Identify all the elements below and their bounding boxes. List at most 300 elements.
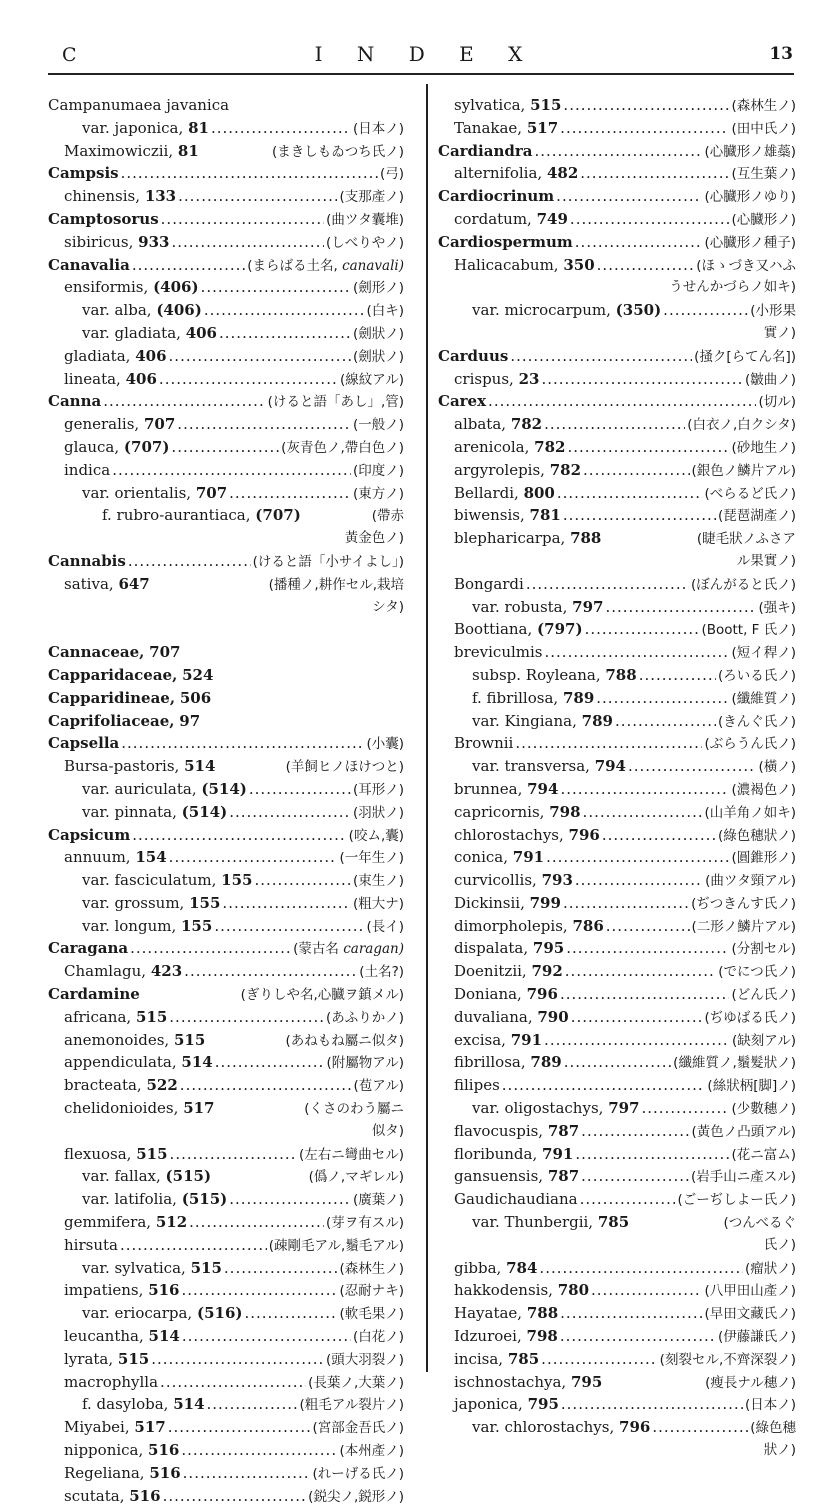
entry-name: var. fasciculatum, — [82, 871, 217, 890]
entry-page: 788 — [570, 529, 602, 548]
index-entry — [48, 1439, 404, 1462]
entry-gloss — [241, 984, 404, 1007]
index-entry — [438, 368, 796, 391]
entry-gloss — [758, 391, 796, 414]
entry-page: 707 — [149, 643, 181, 662]
entry-name: Bellardi, — [454, 483, 519, 502]
entry-gloss-text: (羽狀ノ) — [352, 804, 404, 821]
entry-gloss-text: (灰青色ノ,帶白色ノ) — [281, 439, 404, 456]
entry-gloss — [308, 1372, 404, 1395]
entry-gloss-text: (あねもね屬ニ似タ) — [285, 1032, 404, 1049]
dot-leader — [229, 1188, 351, 1211]
entry-page: 406 — [185, 323, 217, 342]
entry-gloss-text: (苞アル) — [353, 1078, 404, 1095]
index-entry — [438, 345, 796, 368]
entry-name: Camptosorus — [48, 209, 159, 228]
index-entry — [438, 390, 796, 413]
entry-name: var. eriocarpa, — [82, 1304, 193, 1323]
dot-leader — [541, 1348, 658, 1371]
entry-page: 795 — [532, 939, 565, 958]
entry-page: 516 — [148, 1441, 180, 1460]
entry-gloss-text: (播種ノ,耕作セル,栽培 — [268, 576, 404, 593]
index-entry — [48, 915, 404, 938]
entry-gloss-text: (東方ノ) — [352, 485, 404, 502]
dot-leader — [565, 960, 716, 983]
dot-leader — [151, 1348, 324, 1371]
entry-name: var. japonica, — [82, 118, 184, 137]
index-entry — [438, 801, 796, 824]
index-entry — [48, 1074, 404, 1097]
entry-page: 781 — [529, 506, 561, 525]
entry-name: duvaliana, — [454, 1007, 533, 1026]
entry-name: var. transversa, — [472, 757, 590, 776]
dot-leader — [561, 1393, 743, 1416]
entry-page: 796 — [526, 985, 558, 1004]
entry-name: brunnea, — [454, 779, 523, 798]
index-entry — [438, 482, 796, 505]
index-entry — [48, 1485, 404, 1508]
entry-page: 795 — [570, 1372, 603, 1391]
entry-gloss — [353, 483, 404, 506]
entry-continuation: ル果實ノ) — [736, 552, 796, 569]
entry-gloss-text: (疎剛毛アル,鬚毛アル) — [268, 1237, 404, 1254]
entry-name: Halicacabum, — [454, 255, 559, 274]
entry-name: lyrata, — [64, 1349, 114, 1368]
dot-leader — [222, 892, 351, 915]
entry-gloss-text: (綠色穗 — [750, 1420, 796, 1437]
entry-name: var. fallax, — [82, 1167, 161, 1186]
dot-leader — [184, 960, 357, 983]
index-entry — [48, 1371, 404, 1394]
entry-gloss — [326, 1349, 404, 1372]
dot-leader — [560, 1325, 716, 1348]
index-entry — [438, 824, 796, 847]
entry-name: leucantha, — [64, 1327, 144, 1346]
entry-name: hirsuta — [64, 1235, 118, 1254]
index-entry — [438, 983, 796, 1006]
entry-page: 795 — [527, 1395, 559, 1414]
entry-gloss — [724, 1212, 797, 1235]
index-entry — [438, 1143, 796, 1166]
index-entry — [48, 1234, 404, 1257]
index-entry — [48, 482, 404, 505]
dot-leader — [605, 596, 756, 619]
entry-gloss-text: (きんぐ氏ノ) — [717, 713, 796, 730]
index-entry — [48, 1097, 404, 1120]
entry-page: 423 — [150, 962, 183, 981]
entry-gloss — [326, 1212, 404, 1235]
entry-gloss — [339, 1258, 404, 1281]
index-entry — [438, 664, 796, 687]
entry-name: Canavalia — [48, 255, 130, 274]
index-entry — [48, 1188, 404, 1211]
index-entry — [438, 459, 796, 482]
entry-gloss-text: (岩手山ニ產スル) — [690, 1169, 796, 1186]
entry-gloss-text: (劍狀ノ) — [352, 325, 404, 342]
entry-gloss — [353, 118, 404, 141]
entry-gloss — [272, 141, 404, 164]
entry-gloss-text: (ぎりしや名,心臓ヲ鎮メル) — [240, 987, 404, 1004]
dot-leader — [214, 915, 364, 938]
entry-gloss-text: (土名?) — [359, 964, 404, 981]
entry-page: 515 — [136, 1144, 168, 1163]
entry-name: flavocuspis, — [454, 1121, 544, 1140]
entry-gloss — [349, 825, 404, 848]
entry-gloss-text: (瘦長ナル穗ノ) — [705, 1374, 796, 1391]
dot-leader — [510, 345, 692, 368]
entry-gloss-text: (ぢゆばる氏ノ) — [704, 1009, 796, 1026]
index-entry — [438, 1211, 796, 1234]
index-entry — [438, 755, 796, 778]
index-entry — [438, 892, 796, 915]
entry-page: 798 — [549, 802, 581, 821]
entry-gloss — [718, 505, 796, 528]
entry-page: 792 — [531, 962, 563, 981]
entry-name: bracteata, — [64, 1076, 142, 1095]
section-letter: C — [62, 44, 77, 66]
entry-gloss-italic: canavali) — [342, 257, 404, 274]
entry-gloss-text: (纖維質ノ) — [731, 690, 796, 707]
entry-name: Idzuroei, — [454, 1327, 522, 1346]
entry-gloss — [697, 528, 796, 551]
entry-gloss-text: (白キ) — [366, 303, 404, 320]
entry-page: 517 — [134, 1418, 166, 1437]
index-entry — [438, 1279, 796, 1302]
entry-name: impatiens, — [64, 1281, 144, 1300]
dot-leader — [182, 1325, 351, 1348]
entry-gloss — [731, 1098, 796, 1121]
entry-gloss-text: (山羊角ノ如キ) — [704, 804, 796, 821]
entry-name: alternifolia, — [454, 164, 543, 183]
index-entry — [48, 801, 404, 824]
entry-name: Doniana, — [454, 985, 522, 1004]
entry-gloss-text: (日本ノ) — [744, 1397, 796, 1414]
index-entry — [438, 937, 796, 960]
entry-gloss — [286, 756, 404, 779]
entry-name: var. microcarpum, — [472, 301, 611, 320]
dot-leader — [567, 436, 729, 459]
entry-page: 23 — [518, 369, 540, 388]
entry-name: Carduus — [438, 346, 509, 365]
entry-name: Cardiospermum — [438, 232, 573, 251]
entry-page: 514 — [181, 1053, 213, 1072]
entry-name: sativa, — [64, 574, 114, 593]
dot-leader — [575, 869, 703, 892]
dot-leader — [121, 732, 364, 755]
entry-gloss-text: (長葉ノ,大葉ノ) — [308, 1374, 404, 1391]
dot-leader — [182, 1279, 338, 1302]
entry-continuation: シタ) — [372, 598, 404, 615]
entry-gloss-text: (れーげる氏ノ) — [312, 1465, 404, 1482]
right-column — [438, 94, 796, 1462]
entry-gloss-text: (瘤狀ノ) — [744, 1260, 796, 1277]
entry-gloss — [340, 369, 404, 392]
entry-gloss-text: (白花ノ) — [352, 1329, 404, 1346]
index-entry — [438, 162, 796, 185]
index-entry — [438, 732, 796, 755]
column-divider — [426, 84, 428, 1372]
entry-gloss-text: (Boott, F 氏ノ) — [701, 622, 796, 639]
entry-gloss-text: (頭大羽裂ノ) — [325, 1351, 404, 1368]
entry-name: Gaudichaudiana — [454, 1190, 578, 1209]
entry-page: 512 — [155, 1213, 188, 1232]
entry-gloss-text: (砂地生ノ) — [731, 439, 796, 456]
entry-name: incisa, — [454, 1349, 504, 1368]
entry-gloss — [312, 1463, 404, 1486]
index-entry — [48, 94, 404, 117]
dot-leader — [180, 1074, 352, 1097]
index-entry — [48, 710, 404, 733]
entry-gloss — [731, 984, 796, 1007]
entry-page: 515 — [190, 1258, 222, 1277]
index-entry — [438, 641, 796, 664]
dot-leader — [570, 208, 730, 231]
dot-leader — [178, 185, 337, 208]
entry-page: 515 — [530, 96, 562, 114]
entry-gloss-text: (早田文藏氏ノ) — [704, 1306, 796, 1323]
entry-page: (515) — [181, 1190, 228, 1209]
index-entry — [438, 1188, 796, 1211]
entry-gloss — [253, 551, 404, 574]
entry-name: var. chlorostachys, — [472, 1418, 615, 1437]
entry-page: 797 — [608, 1099, 640, 1118]
entry-name: gladiata, — [64, 346, 131, 365]
index-entry — [438, 915, 796, 938]
entry-gloss-text: (ぢつきんす氏ノ) — [691, 895, 796, 912]
dot-leader — [580, 162, 729, 185]
entry-gloss-text: (廣葉ノ) — [352, 1192, 404, 1209]
entry-gloss-text: (心臓形ノ) — [731, 211, 796, 228]
entry-gloss — [326, 232, 404, 255]
blank-line — [48, 618, 404, 641]
entry-name: nipponica, — [64, 1441, 144, 1460]
index-entry — [48, 1006, 404, 1029]
dot-leader — [181, 1439, 337, 1462]
dot-leader — [544, 413, 685, 436]
page-header — [58, 40, 793, 74]
entry-name: indica — [64, 460, 111, 479]
index-entry — [438, 208, 796, 231]
entry-name: var. pinnata, — [82, 802, 177, 821]
dot-leader — [207, 1393, 298, 1416]
entry-name: scutata, — [64, 1486, 125, 1505]
entry-gloss-text: (少數穗ノ) — [731, 1101, 796, 1118]
entry-gloss — [293, 938, 404, 961]
entry-name: Regeliana, — [64, 1463, 145, 1482]
entry-gloss — [353, 346, 404, 369]
page-number: 13 — [769, 44, 793, 64]
entry-page: 799 — [529, 893, 561, 912]
entry-name: Capsicum — [48, 825, 131, 844]
dot-leader — [546, 846, 729, 869]
entry-gloss-text: (長イ) — [366, 918, 404, 935]
entry-gloss-italic: caragan) — [343, 941, 404, 958]
entry-gloss-text: (鋭尖ノ,鋭形ノ) — [308, 1488, 404, 1505]
entry-gloss — [308, 1486, 404, 1508]
entry-gloss-text: (伊藤謙氏ノ) — [717, 1329, 796, 1346]
entry-name: Doenitzii, — [454, 962, 527, 981]
left-column — [48, 94, 404, 1507]
entry-name: Cardamine — [48, 985, 140, 1004]
entry-gloss — [718, 665, 796, 688]
entry-gloss-text: (綠色穗狀ノ) — [717, 827, 796, 844]
index-entry — [48, 1051, 404, 1074]
index-entry — [48, 140, 404, 163]
entry-gloss-text: (つんべるぐ — [723, 1215, 796, 1232]
index-entry — [438, 573, 796, 596]
entry-name: Chamlagu, — [64, 962, 147, 981]
entry-gloss — [281, 437, 404, 460]
entry-gloss-text: (互生葉ノ) — [731, 166, 796, 183]
entry-name: chinensis, — [64, 187, 141, 206]
dot-leader — [596, 687, 729, 710]
entry-gloss — [758, 597, 796, 620]
entry-gloss-text: (ごーぢしよー氏ノ) — [677, 1192, 796, 1209]
dot-leader — [130, 937, 291, 960]
entry-page: 155 — [189, 893, 221, 912]
entry-gloss — [704, 1280, 796, 1303]
entry-gloss-text: (短イ稈ノ) — [731, 645, 796, 662]
index-entry — [48, 459, 404, 482]
entry-gloss-text: (心臓形ノゆり) — [704, 189, 796, 206]
entry-name: biwensis, — [454, 506, 525, 525]
dot-leader — [581, 1165, 689, 1188]
index-entry — [438, 1325, 796, 1348]
dot-leader — [560, 983, 730, 1006]
entry-name: var. auriculata, — [82, 779, 197, 798]
entry-gloss-text: (琵琶湖產ノ) — [717, 508, 796, 525]
entry-gloss — [326, 1007, 404, 1030]
dot-leader — [564, 1051, 671, 1074]
entry-gloss-text: (ぼんがると氏ノ) — [690, 576, 796, 593]
index-entry — [48, 846, 404, 869]
entry-gloss-text: (纖維質ノ,鬚髮狀ノ) — [673, 1055, 796, 1072]
entry-name: Hayatae, — [454, 1304, 523, 1323]
entry-name: var. alba, — [82, 301, 152, 320]
entry-page: (707) — [255, 506, 301, 525]
entry-name: Cardiocrinum — [438, 187, 555, 206]
entry-gloss — [366, 300, 404, 323]
entry-gloss — [745, 369, 796, 392]
entry-page: (516) — [196, 1304, 243, 1323]
dot-leader — [652, 1416, 748, 1439]
dot-leader — [583, 801, 703, 824]
dot-leader — [121, 162, 378, 185]
entry-continuation: 黃金色ノ) — [344, 530, 404, 547]
entry-gloss-text: (心臓形ノ種子) — [704, 234, 796, 251]
index-entry — [48, 1302, 404, 1325]
entry-gloss-text: (刻裂セル,不齊深裂ノ) — [659, 1351, 796, 1368]
index-entry — [48, 869, 404, 892]
entry-name: var. latifolia, — [82, 1190, 177, 1209]
entry-gloss-text: (けると語「あし」,管) — [267, 394, 404, 411]
entry-gloss-text: (皺曲ノ) — [744, 371, 796, 388]
entry-gloss — [750, 300, 796, 323]
dot-leader — [163, 1485, 307, 1508]
index-entry — [48, 436, 404, 459]
entry-page: (350) — [615, 301, 662, 320]
entry-name: cordatum, — [454, 209, 532, 228]
entry-page: 791 — [510, 1030, 543, 1049]
index-entry — [438, 1029, 796, 1052]
entry-name: var. oligostachys, — [472, 1099, 604, 1118]
entry-name: f. dasyloba, — [82, 1395, 169, 1414]
entry-gloss — [353, 323, 404, 346]
entry-gloss-text: (羊飼ヒノほけつと) — [285, 759, 404, 776]
entry-gloss — [326, 209, 404, 232]
entry-page: 155 — [181, 916, 213, 935]
dot-leader — [575, 231, 703, 254]
index-entry — [48, 550, 404, 573]
dot-leader — [219, 322, 351, 345]
dot-leader — [597, 254, 695, 277]
dot-leader — [534, 140, 702, 163]
entry-gloss-text: (芽ヲ有スル) — [325, 1215, 404, 1232]
entry-gloss — [691, 574, 796, 597]
entry-gloss — [366, 916, 404, 939]
entry-gloss-text: (圓錐形ノ) — [731, 850, 796, 867]
entry-gloss — [758, 756, 796, 779]
entry-gloss — [372, 505, 404, 528]
index-entry — [48, 231, 404, 254]
entry-name: Brownii — [454, 734, 514, 753]
entry-gloss — [731, 118, 796, 141]
entry-name: Caprifoliaceae, — [48, 711, 175, 730]
entry-gloss — [353, 460, 404, 483]
entry-gloss — [353, 893, 404, 916]
entry-gloss-text: (ぶらうん氏ノ) — [704, 736, 796, 753]
index-entry — [438, 1097, 796, 1120]
entry-gloss — [691, 1166, 796, 1189]
entry-page: 514 — [173, 1395, 205, 1414]
entry-gloss-text: (べらるど氏ノ) — [704, 485, 796, 502]
entry-gloss-text: (心臓形ノ雄蘂) — [704, 143, 796, 160]
dot-leader — [229, 482, 351, 505]
entry-page: 517 — [183, 1099, 215, 1118]
index-entry — [48, 1029, 404, 1052]
index-entry — [48, 117, 404, 140]
index-entry — [48, 162, 404, 185]
dot-leader — [168, 1416, 311, 1439]
entry-page: 791 — [512, 848, 545, 867]
index-entry — [438, 1302, 796, 1325]
entry-gloss — [694, 346, 796, 369]
entry-name: glauca, — [64, 437, 120, 456]
entry-page: 791 — [542, 1144, 574, 1163]
entry-gloss — [312, 1417, 404, 1440]
entry-name: filipes — [454, 1076, 500, 1095]
entry-gloss — [353, 779, 404, 802]
entry-gloss — [718, 961, 796, 984]
entry-gloss — [353, 1189, 404, 1212]
entry-name: sibiricus, — [64, 232, 134, 251]
entry-name: hakkodensis, — [454, 1281, 553, 1300]
dot-leader — [169, 345, 351, 368]
index-entry — [48, 185, 404, 208]
entry-name: var. sylvatica, — [82, 1258, 186, 1277]
entry-gloss-text: (どん氏ノ) — [731, 987, 796, 1004]
dot-leader — [254, 869, 351, 892]
entry-gloss-text: (日本ノ) — [352, 120, 404, 137]
index-entry — [48, 1416, 404, 1439]
entry-gloss-text: (支那產ノ) — [339, 189, 404, 206]
dot-leader — [201, 276, 351, 299]
entry-gloss — [299, 1144, 404, 1167]
entry-page: (797) — [537, 620, 583, 639]
entry-gloss-text: (銀色ノ鱗片アル) — [691, 462, 796, 479]
entry-page: 81 — [177, 141, 199, 160]
entry-name: conica, — [454, 848, 509, 867]
